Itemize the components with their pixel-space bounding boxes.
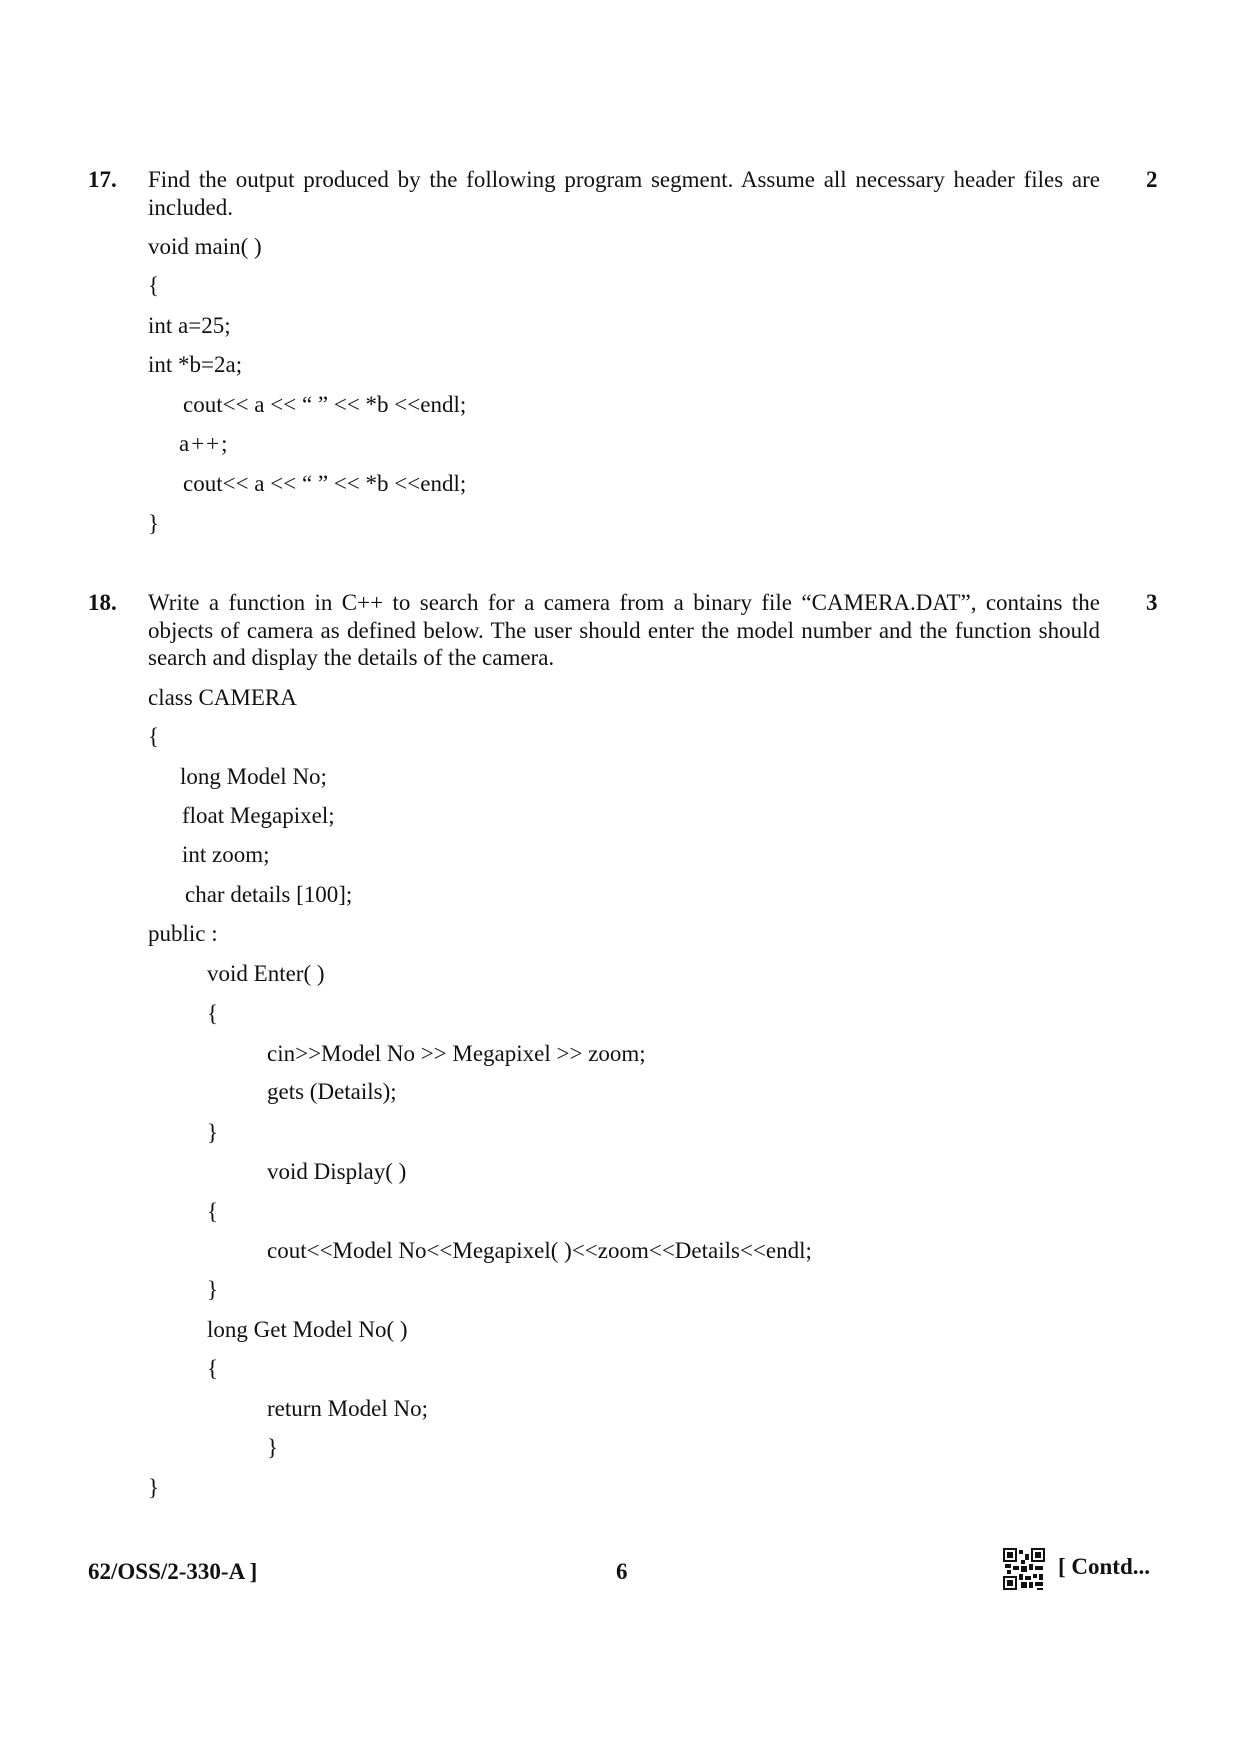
qr-code-icon	[1003, 1548, 1045, 1590]
continued-label: [ Contd...	[1058, 1554, 1151, 1579]
code-line: void main( )	[148, 234, 262, 259]
code-line: cin>>Model No >> Megapixel >> zoom;	[267, 1041, 646, 1066]
code-line: class CAMERA	[148, 685, 297, 710]
code-line: {	[207, 1199, 219, 1224]
code-line: public :	[148, 921, 218, 946]
code-line: float Megapixel;	[182, 803, 335, 828]
code-line: char details [100];	[185, 882, 353, 907]
question-number: 18.	[88, 590, 117, 615]
code-line: {	[207, 1001, 219, 1026]
code-line: void Display( )	[267, 1159, 407, 1184]
code-line: a++;	[179, 431, 230, 456]
code-line: gets (Details);	[267, 1079, 397, 1104]
code-line: {	[207, 1356, 219, 1381]
code-line: cout<< a << “ ” << *b <<endl;	[183, 471, 467, 496]
code-line: cout<<Model No<<Megapixel( )<<zoom<<Details<<endl;	[267, 1238, 812, 1263]
code-line: }	[207, 1277, 219, 1302]
code-line: }	[207, 1120, 219, 1145]
code-line: long Model No;	[180, 764, 327, 789]
code-line: {	[148, 724, 160, 749]
code-line: void Enter( )	[207, 961, 325, 986]
code-line: }	[267, 1435, 279, 1460]
code-line: }	[148, 1475, 160, 1500]
question-text: Find the output produced by the following program segment. Assume all necessary header files are included.	[148, 167, 1100, 220]
code-line: }	[148, 511, 160, 536]
code-line: int zoom;	[182, 842, 270, 867]
code-line: return Model No;	[267, 1396, 428, 1421]
code-line: {	[148, 273, 160, 298]
code-line: int *b=2a;	[148, 352, 243, 377]
page-number: 6	[616, 1559, 628, 1584]
code-line: cout<< a << “ ” << *b <<endl;	[183, 392, 467, 417]
question-marks: 3	[1146, 590, 1158, 615]
paper-code: 62/OSS/2-330-A ]	[88, 1559, 258, 1584]
question-marks: 2	[1146, 167, 1158, 192]
code-line: int a=25;	[148, 313, 231, 338]
question-number: 17.	[88, 167, 117, 192]
question-text: Write a function in C++ to search for a camera from a binary file “CAMERA.DAT”, contains the objects of camera as defined below. The user should enter the model number and the function should search and display the details of the camera.	[148, 590, 1100, 670]
code-line: long Get Model No( )	[207, 1317, 408, 1342]
